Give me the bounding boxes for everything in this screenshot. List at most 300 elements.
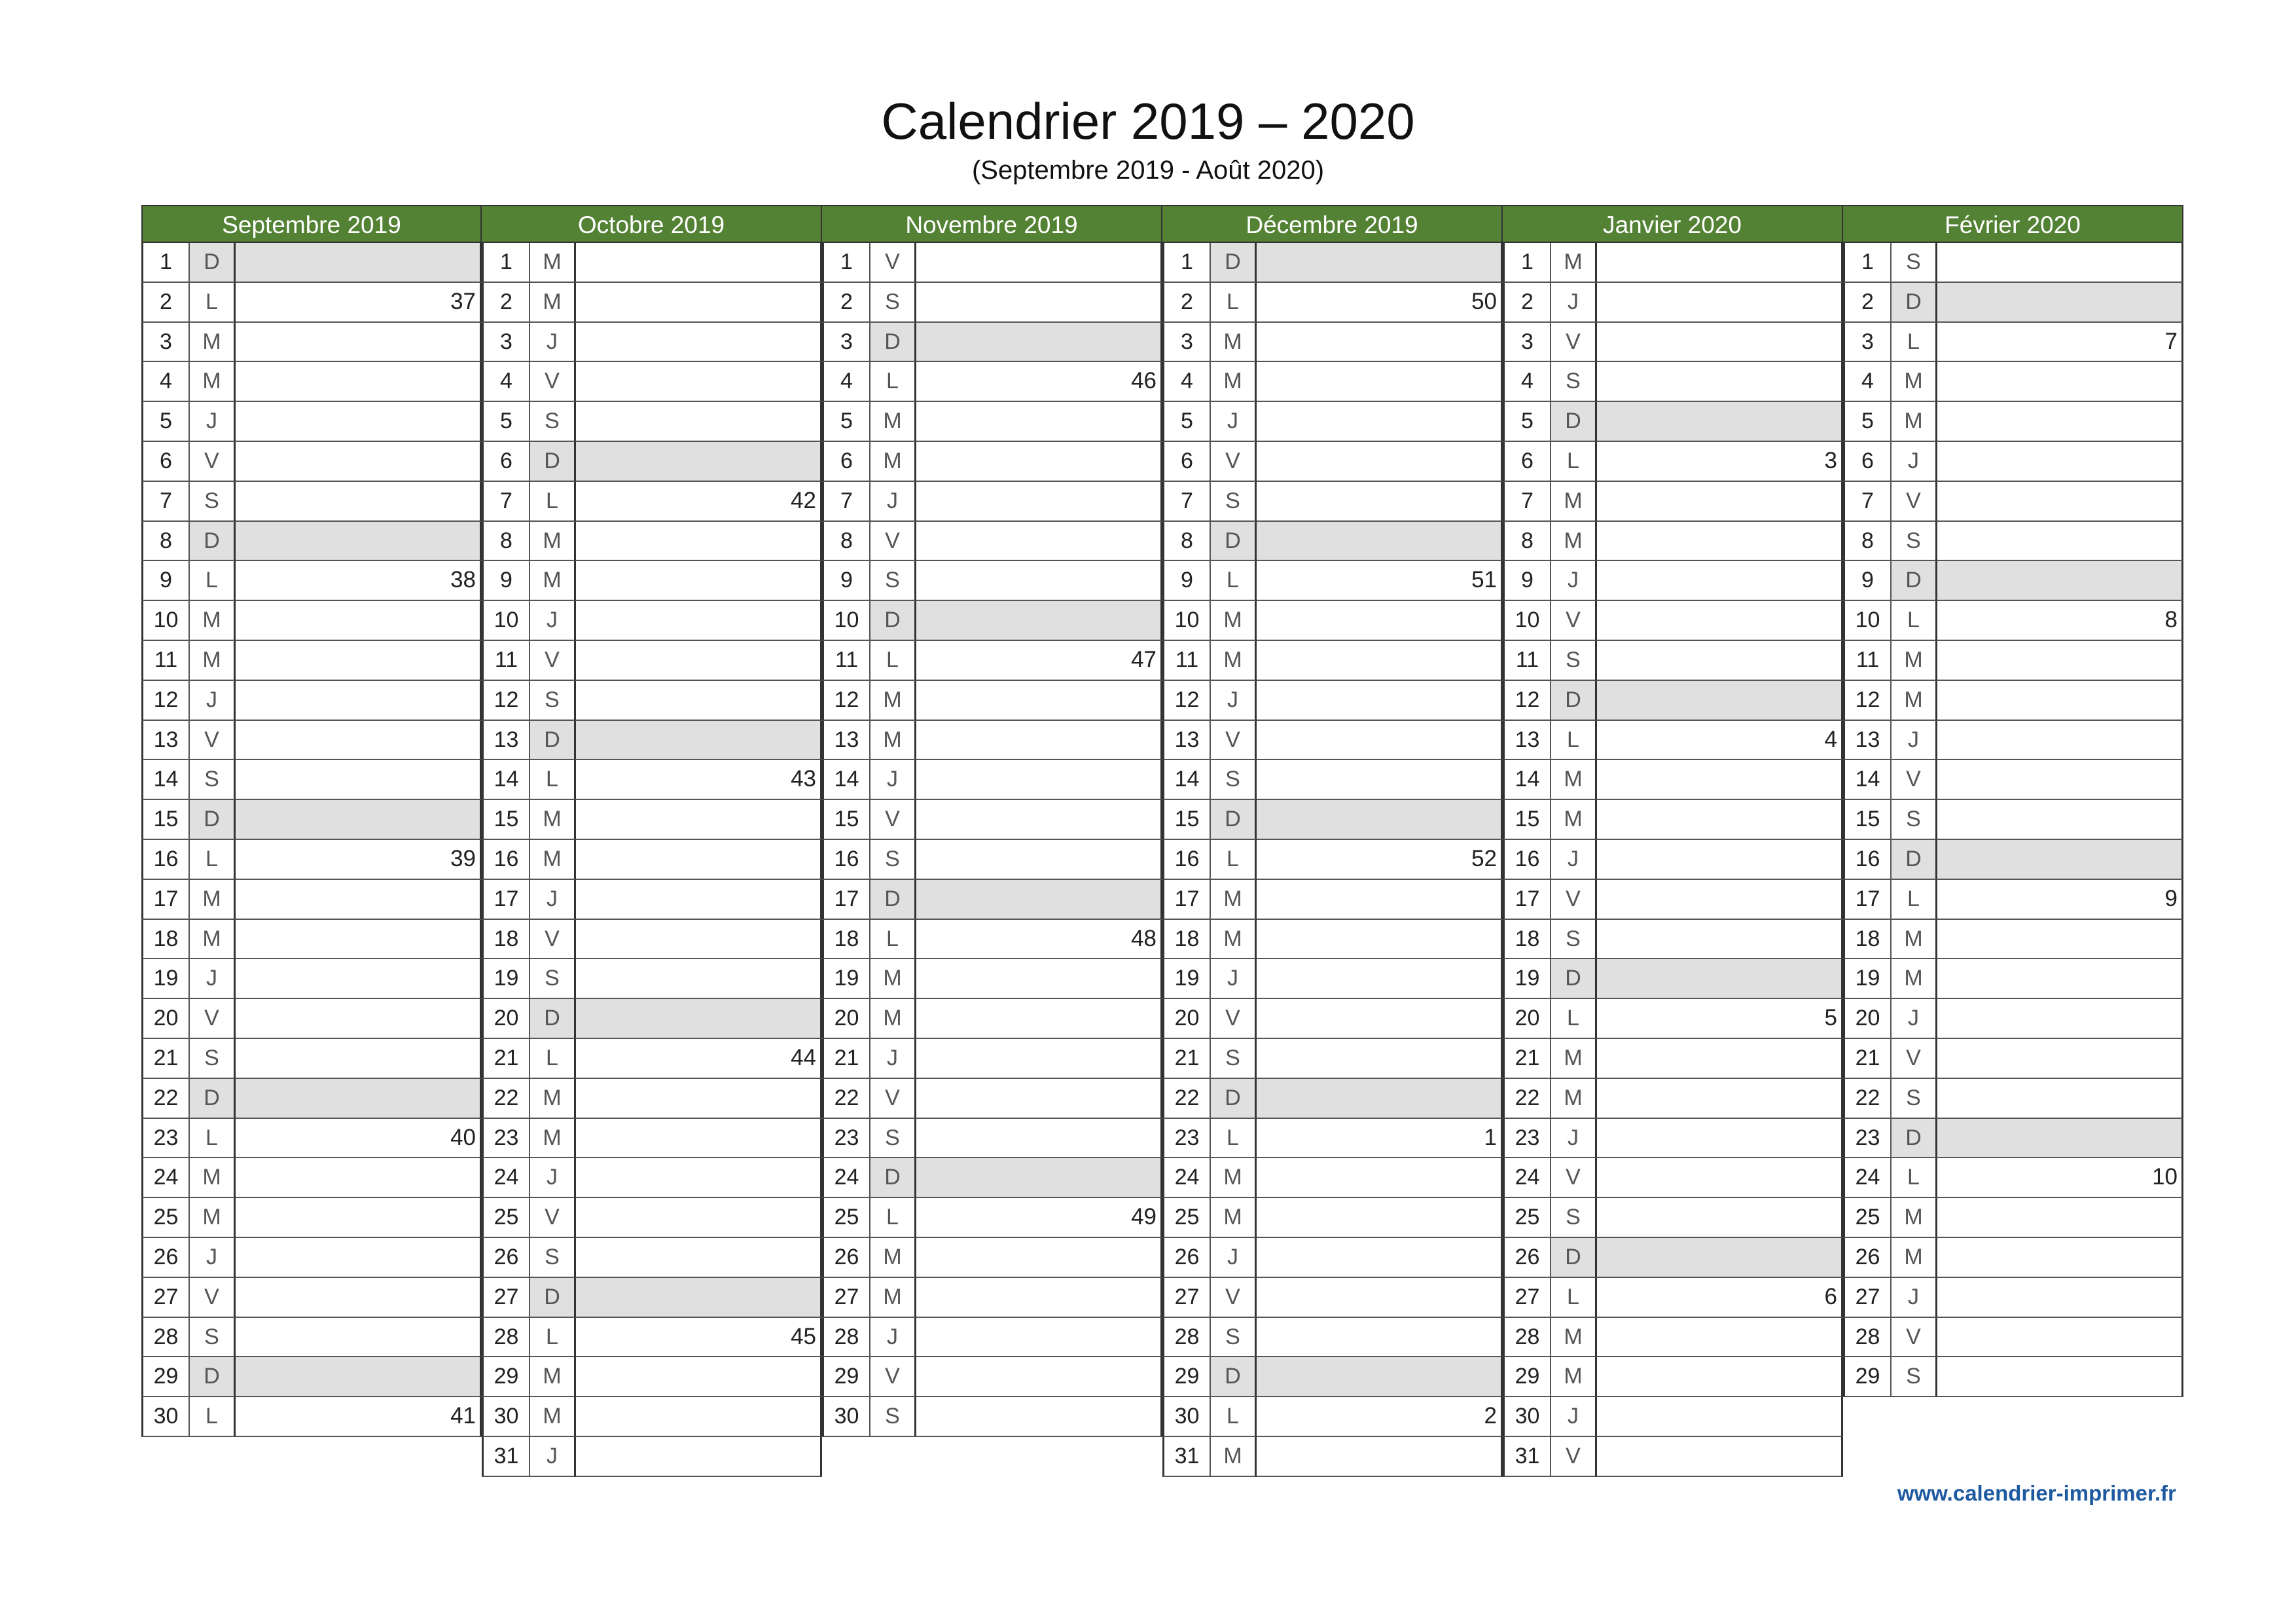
day-notes-cell[interactable]	[1597, 681, 1843, 721]
day-notes-cell[interactable]	[1597, 482, 1843, 522]
day-notes-cell[interactable]	[1257, 243, 1503, 283]
day-row[interactable]	[482, 1437, 822, 1477]
day-row[interactable]	[1503, 1318, 1843, 1358]
day-notes-cell[interactable]	[916, 721, 1162, 761]
day-row[interactable]	[1843, 323, 2183, 363]
day-row[interactable]	[482, 1318, 822, 1358]
day-notes-cell[interactable]	[1597, 1278, 1843, 1318]
day-row[interactable]	[482, 1039, 822, 1079]
day-row[interactable]	[1503, 1158, 1843, 1198]
day-notes-cell[interactable]	[1597, 1437, 1843, 1477]
day-notes-cell[interactable]	[236, 1357, 482, 1397]
day-notes-cell[interactable]	[236, 840, 482, 880]
day-row[interactable]	[482, 1198, 822, 1238]
day-notes-cell[interactable]	[1937, 323, 2183, 363]
day-row[interactable]	[482, 681, 822, 721]
day-row[interactable]	[1843, 1079, 2183, 1119]
day-notes-cell[interactable]	[1937, 561, 2183, 601]
day-notes-cell[interactable]	[1257, 1397, 1503, 1437]
day-notes-cell[interactable]	[1257, 641, 1503, 681]
day-notes-cell[interactable]	[1257, 323, 1503, 363]
day-row[interactable]	[141, 1039, 482, 1079]
day-row[interactable]	[141, 1079, 482, 1119]
day-row[interactable]	[1843, 641, 2183, 681]
day-notes-cell[interactable]	[576, 1437, 822, 1477]
day-notes-cell[interactable]	[236, 1318, 482, 1358]
day-row[interactable]	[141, 1278, 482, 1318]
day-row[interactable]	[1503, 482, 1843, 522]
day-row[interactable]	[141, 920, 482, 960]
day-row[interactable]	[822, 283, 1162, 323]
day-row[interactable]	[1503, 1198, 1843, 1238]
day-notes-cell[interactable]	[576, 1039, 822, 1079]
day-row[interactable]	[141, 641, 482, 681]
day-notes-cell[interactable]	[1257, 442, 1503, 482]
day-notes-cell[interactable]	[1937, 1079, 2183, 1119]
day-row[interactable]	[1162, 561, 1503, 601]
day-notes-cell[interactable]	[916, 1119, 1162, 1159]
day-notes-cell[interactable]	[1257, 601, 1503, 641]
day-row[interactable]	[822, 1278, 1162, 1318]
day-notes-cell[interactable]	[1937, 1198, 2183, 1238]
day-row[interactable]	[1843, 760, 2183, 800]
day-row[interactable]	[1162, 1238, 1503, 1278]
day-row[interactable]	[141, 1158, 482, 1198]
day-notes-cell[interactable]	[916, 1397, 1162, 1437]
day-row[interactable]	[1503, 1238, 1843, 1278]
day-notes-cell[interactable]	[576, 760, 822, 800]
day-notes-cell[interactable]	[1937, 1119, 2183, 1159]
day-notes-cell[interactable]	[1937, 402, 2183, 442]
day-notes-cell[interactable]	[916, 880, 1162, 920]
day-notes-cell[interactable]	[916, 1278, 1162, 1318]
day-row[interactable]	[1503, 800, 1843, 840]
day-row[interactable]	[1162, 1158, 1503, 1198]
day-row[interactable]	[482, 1278, 822, 1318]
day-notes-cell[interactable]	[1937, 243, 2183, 283]
day-row[interactable]	[1843, 283, 2183, 323]
day-notes-cell[interactable]	[236, 402, 482, 442]
day-notes-cell[interactable]	[916, 1198, 1162, 1238]
day-notes-cell[interactable]	[1257, 681, 1503, 721]
day-row[interactable]	[1843, 362, 2183, 402]
day-notes-cell[interactable]	[1597, 1079, 1843, 1119]
day-notes-cell[interactable]	[1597, 1238, 1843, 1278]
day-row[interactable]	[141, 721, 482, 761]
day-row[interactable]	[1503, 1357, 1843, 1397]
day-notes-cell[interactable]	[1937, 800, 2183, 840]
day-row[interactable]	[482, 959, 822, 999]
day-row[interactable]	[1162, 1437, 1503, 1477]
day-row[interactable]	[1503, 959, 1843, 999]
day-row[interactable]	[822, 362, 1162, 402]
day-notes-cell[interactable]	[1937, 641, 2183, 681]
day-notes-cell[interactable]	[1937, 721, 2183, 761]
day-notes-cell[interactable]	[576, 243, 822, 283]
day-row[interactable]	[141, 681, 482, 721]
day-notes-cell[interactable]	[1257, 283, 1503, 323]
day-notes-cell[interactable]	[236, 800, 482, 840]
day-row[interactable]	[1162, 482, 1503, 522]
day-notes-cell[interactable]	[236, 442, 482, 482]
day-row[interactable]	[1843, 880, 2183, 920]
day-row[interactable]	[141, 1198, 482, 1238]
day-row[interactable]	[822, 1119, 1162, 1159]
day-notes-cell[interactable]	[1257, 561, 1503, 601]
day-notes-cell[interactable]	[576, 800, 822, 840]
day-notes-cell[interactable]	[576, 920, 822, 960]
day-notes-cell[interactable]	[576, 880, 822, 920]
day-notes-cell[interactable]	[1597, 641, 1843, 681]
day-notes-cell[interactable]	[916, 1238, 1162, 1278]
day-notes-cell[interactable]	[576, 1397, 822, 1437]
day-notes-cell[interactable]	[576, 1318, 822, 1358]
day-notes-cell[interactable]	[916, 243, 1162, 283]
day-row[interactable]	[1162, 283, 1503, 323]
day-notes-cell[interactable]	[1937, 880, 2183, 920]
day-notes-cell[interactable]	[916, 681, 1162, 721]
day-row[interactable]	[482, 243, 822, 283]
day-row[interactable]	[1503, 641, 1843, 681]
day-notes-cell[interactable]	[1597, 283, 1843, 323]
day-notes-cell[interactable]	[236, 601, 482, 641]
day-notes-cell[interactable]	[236, 681, 482, 721]
day-row[interactable]	[1162, 999, 1503, 1039]
day-row[interactable]	[1843, 999, 2183, 1039]
day-notes-cell[interactable]	[1937, 1039, 2183, 1079]
day-row[interactable]	[482, 760, 822, 800]
day-notes-cell[interactable]	[576, 442, 822, 482]
day-notes-cell[interactable]	[1257, 362, 1503, 402]
day-row[interactable]	[1503, 920, 1843, 960]
day-row[interactable]	[1162, 681, 1503, 721]
day-notes-cell[interactable]	[1257, 1079, 1503, 1119]
day-row[interactable]	[141, 880, 482, 920]
day-notes-cell[interactable]	[1257, 840, 1503, 880]
day-notes-cell[interactable]	[236, 920, 482, 960]
day-row[interactable]	[822, 641, 1162, 681]
day-row[interactable]	[822, 959, 1162, 999]
day-notes-cell[interactable]	[916, 402, 1162, 442]
day-notes-cell[interactable]	[916, 999, 1162, 1039]
day-row[interactable]	[1503, 721, 1843, 761]
day-row[interactable]	[141, 1238, 482, 1278]
day-row[interactable]	[822, 442, 1162, 482]
day-row[interactable]	[482, 601, 822, 641]
day-notes-cell[interactable]	[576, 641, 822, 681]
day-row[interactable]	[822, 522, 1162, 562]
day-row[interactable]	[1843, 1238, 2183, 1278]
day-row[interactable]	[1503, 442, 1843, 482]
day-row[interactable]	[1162, 442, 1503, 482]
day-notes-cell[interactable]	[236, 1158, 482, 1198]
day-row[interactable]	[141, 243, 482, 283]
day-row[interactable]	[822, 920, 1162, 960]
day-notes-cell[interactable]	[916, 1079, 1162, 1119]
day-notes-cell[interactable]	[576, 840, 822, 880]
day-notes-cell[interactable]	[1257, 1318, 1503, 1358]
day-notes-cell[interactable]	[1257, 482, 1503, 522]
day-notes-cell[interactable]	[236, 1278, 482, 1318]
day-notes-cell[interactable]	[576, 1278, 822, 1318]
day-notes-cell[interactable]	[1257, 999, 1503, 1039]
day-notes-cell[interactable]	[576, 601, 822, 641]
day-row[interactable]	[822, 1079, 1162, 1119]
day-row[interactable]	[1843, 243, 2183, 283]
day-row[interactable]	[1503, 1397, 1843, 1437]
day-row[interactable]	[141, 601, 482, 641]
day-row[interactable]	[1503, 323, 1843, 363]
day-row[interactable]	[482, 880, 822, 920]
day-notes-cell[interactable]	[236, 482, 482, 522]
day-row[interactable]	[1162, 880, 1503, 920]
day-row[interactable]	[141, 283, 482, 323]
day-row[interactable]	[141, 840, 482, 880]
day-notes-cell[interactable]	[236, 243, 482, 283]
day-notes-cell[interactable]	[916, 362, 1162, 402]
day-row[interactable]	[1162, 1397, 1503, 1437]
day-notes-cell[interactable]	[1937, 362, 2183, 402]
day-row[interactable]	[482, 1397, 822, 1437]
day-row[interactable]	[482, 482, 822, 522]
day-notes-cell[interactable]	[1597, 840, 1843, 880]
day-row[interactable]	[1162, 243, 1503, 283]
day-notes-cell[interactable]	[1937, 681, 2183, 721]
day-row[interactable]	[141, 522, 482, 562]
day-notes-cell[interactable]	[576, 959, 822, 999]
day-notes-cell[interactable]	[1597, 800, 1843, 840]
day-row[interactable]	[141, 442, 482, 482]
day-row[interactable]	[141, 1119, 482, 1159]
day-notes-cell[interactable]	[1597, 323, 1843, 363]
day-row[interactable]	[822, 681, 1162, 721]
day-row[interactable]	[1503, 999, 1843, 1039]
day-row[interactable]	[1503, 362, 1843, 402]
day-row[interactable]	[1162, 840, 1503, 880]
day-row[interactable]	[822, 880, 1162, 920]
day-notes-cell[interactable]	[1597, 880, 1843, 920]
day-notes-cell[interactable]	[576, 1357, 822, 1397]
day-row[interactable]	[141, 999, 482, 1039]
day-notes-cell[interactable]	[916, 561, 1162, 601]
day-notes-cell[interactable]	[236, 323, 482, 363]
day-row[interactable]	[822, 1397, 1162, 1437]
day-row[interactable]	[1162, 1039, 1503, 1079]
day-notes-cell[interactable]	[1257, 1039, 1503, 1079]
day-notes-cell[interactable]	[916, 920, 1162, 960]
day-row[interactable]	[822, 760, 1162, 800]
day-notes-cell[interactable]	[576, 561, 822, 601]
day-notes-cell[interactable]	[576, 482, 822, 522]
day-notes-cell[interactable]	[916, 283, 1162, 323]
day-notes-cell[interactable]	[576, 1158, 822, 1198]
day-notes-cell[interactable]	[1597, 1357, 1843, 1397]
day-row[interactable]	[482, 800, 822, 840]
day-notes-cell[interactable]	[576, 1079, 822, 1119]
day-notes-cell[interactable]	[576, 283, 822, 323]
day-row[interactable]	[1162, 800, 1503, 840]
day-notes-cell[interactable]	[916, 323, 1162, 363]
day-notes-cell[interactable]	[1257, 760, 1503, 800]
day-notes-cell[interactable]	[1257, 1278, 1503, 1318]
day-notes-cell[interactable]	[576, 681, 822, 721]
day-row[interactable]	[141, 959, 482, 999]
day-notes-cell[interactable]	[1937, 1238, 2183, 1278]
day-row[interactable]	[1503, 1119, 1843, 1159]
day-notes-cell[interactable]	[1937, 1318, 2183, 1358]
day-row[interactable]	[1843, 1198, 2183, 1238]
day-notes-cell[interactable]	[236, 1198, 482, 1238]
day-notes-cell[interactable]	[1257, 959, 1503, 999]
day-notes-cell[interactable]	[1597, 1318, 1843, 1358]
day-notes-cell[interactable]	[916, 1158, 1162, 1198]
day-notes-cell[interactable]	[576, 362, 822, 402]
day-notes-cell[interactable]	[1257, 1119, 1503, 1159]
day-row[interactable]	[1503, 880, 1843, 920]
day-notes-cell[interactable]	[236, 959, 482, 999]
day-row[interactable]	[482, 362, 822, 402]
day-notes-cell[interactable]	[1937, 959, 2183, 999]
day-notes-cell[interactable]	[576, 522, 822, 562]
day-row[interactable]	[822, 243, 1162, 283]
day-row[interactable]	[822, 482, 1162, 522]
day-row[interactable]	[1162, 1079, 1503, 1119]
day-notes-cell[interactable]	[916, 800, 1162, 840]
day-notes-cell[interactable]	[236, 641, 482, 681]
day-row[interactable]	[1503, 760, 1843, 800]
day-row[interactable]	[1162, 1278, 1503, 1318]
day-notes-cell[interactable]	[1597, 1158, 1843, 1198]
day-notes-cell[interactable]	[236, 561, 482, 601]
day-notes-cell[interactable]	[576, 402, 822, 442]
day-notes-cell[interactable]	[576, 1119, 822, 1159]
day-row[interactable]	[1503, 522, 1843, 562]
day-row[interactable]	[141, 561, 482, 601]
day-row[interactable]	[1843, 840, 2183, 880]
day-row[interactable]	[822, 1158, 1162, 1198]
day-notes-cell[interactable]	[916, 601, 1162, 641]
day-row[interactable]	[1843, 1039, 2183, 1079]
day-row[interactable]	[141, 323, 482, 363]
day-notes-cell[interactable]	[576, 721, 822, 761]
day-row[interactable]	[1503, 283, 1843, 323]
day-notes-cell[interactable]	[1597, 1198, 1843, 1238]
day-row[interactable]	[1162, 1318, 1503, 1358]
day-notes-cell[interactable]	[1597, 1039, 1843, 1079]
day-row[interactable]	[482, 920, 822, 960]
day-notes-cell[interactable]	[916, 760, 1162, 800]
day-row[interactable]	[822, 1238, 1162, 1278]
day-notes-cell[interactable]	[1257, 402, 1503, 442]
day-row[interactable]	[1843, 482, 2183, 522]
day-notes-cell[interactable]	[1937, 1278, 2183, 1318]
day-row[interactable]	[822, 1357, 1162, 1397]
day-row[interactable]	[1843, 800, 2183, 840]
day-row[interactable]	[822, 402, 1162, 442]
day-row[interactable]	[1503, 1437, 1843, 1477]
day-row[interactable]	[1503, 243, 1843, 283]
day-notes-cell[interactable]	[916, 959, 1162, 999]
day-notes-cell[interactable]	[1597, 601, 1843, 641]
day-row[interactable]	[1162, 920, 1503, 960]
day-notes-cell[interactable]	[1597, 522, 1843, 562]
day-row[interactable]	[482, 522, 822, 562]
day-row[interactable]	[1162, 760, 1503, 800]
day-notes-cell[interactable]	[236, 880, 482, 920]
website-link[interactable]: www.calendrier-imprimer.fr	[1897, 1481, 2176, 1505]
day-row[interactable]	[822, 561, 1162, 601]
day-notes-cell[interactable]	[1597, 920, 1843, 960]
day-row[interactable]	[141, 760, 482, 800]
day-row[interactable]	[822, 999, 1162, 1039]
day-notes-cell[interactable]	[1937, 1158, 2183, 1198]
day-notes-cell[interactable]	[1257, 800, 1503, 840]
day-row[interactable]	[1162, 362, 1503, 402]
day-row[interactable]	[1162, 641, 1503, 681]
day-row[interactable]	[1843, 522, 2183, 562]
day-notes-cell[interactable]	[1257, 1158, 1503, 1198]
day-row[interactable]	[1843, 1357, 2183, 1397]
day-notes-cell[interactable]	[1597, 362, 1843, 402]
day-row[interactable]	[141, 800, 482, 840]
day-row[interactable]	[1503, 601, 1843, 641]
day-row[interactable]	[1843, 561, 2183, 601]
day-row[interactable]	[1503, 840, 1843, 880]
day-row[interactable]	[1843, 402, 2183, 442]
day-row[interactable]	[482, 641, 822, 681]
day-notes-cell[interactable]	[1597, 243, 1843, 283]
day-row[interactable]	[822, 840, 1162, 880]
day-notes-cell[interactable]	[916, 1357, 1162, 1397]
day-row[interactable]	[1503, 1039, 1843, 1079]
day-row[interactable]	[482, 561, 822, 601]
day-row[interactable]	[822, 800, 1162, 840]
day-notes-cell[interactable]	[1257, 1437, 1503, 1477]
day-row[interactable]	[141, 362, 482, 402]
day-row[interactable]	[482, 721, 822, 761]
day-row[interactable]	[482, 1357, 822, 1397]
day-notes-cell[interactable]	[1597, 1119, 1843, 1159]
day-notes-cell[interactable]	[1937, 482, 2183, 522]
day-row[interactable]	[1843, 1158, 2183, 1198]
day-row[interactable]	[1843, 1278, 2183, 1318]
day-row[interactable]	[141, 1357, 482, 1397]
day-notes-cell[interactable]	[1597, 442, 1843, 482]
day-row[interactable]	[1162, 522, 1503, 562]
day-notes-cell[interactable]	[236, 1079, 482, 1119]
day-notes-cell[interactable]	[236, 1397, 482, 1437]
day-notes-cell[interactable]	[916, 641, 1162, 681]
day-notes-cell[interactable]	[1597, 1397, 1843, 1437]
day-notes-cell[interactable]	[1937, 1357, 2183, 1397]
day-notes-cell[interactable]	[1257, 1198, 1503, 1238]
day-row[interactable]	[1162, 1119, 1503, 1159]
day-row[interactable]	[1843, 1318, 2183, 1358]
day-row[interactable]	[1843, 442, 2183, 482]
day-row[interactable]	[482, 1238, 822, 1278]
day-row[interactable]	[482, 323, 822, 363]
day-row[interactable]	[1503, 681, 1843, 721]
day-row[interactable]	[141, 402, 482, 442]
day-notes-cell[interactable]	[1257, 920, 1503, 960]
day-notes-cell[interactable]	[1597, 760, 1843, 800]
day-row[interactable]	[141, 1397, 482, 1437]
day-notes-cell[interactable]	[1597, 959, 1843, 999]
day-notes-cell[interactable]	[916, 482, 1162, 522]
day-row[interactable]	[822, 323, 1162, 363]
day-row[interactable]	[822, 601, 1162, 641]
day-row[interactable]	[822, 1198, 1162, 1238]
